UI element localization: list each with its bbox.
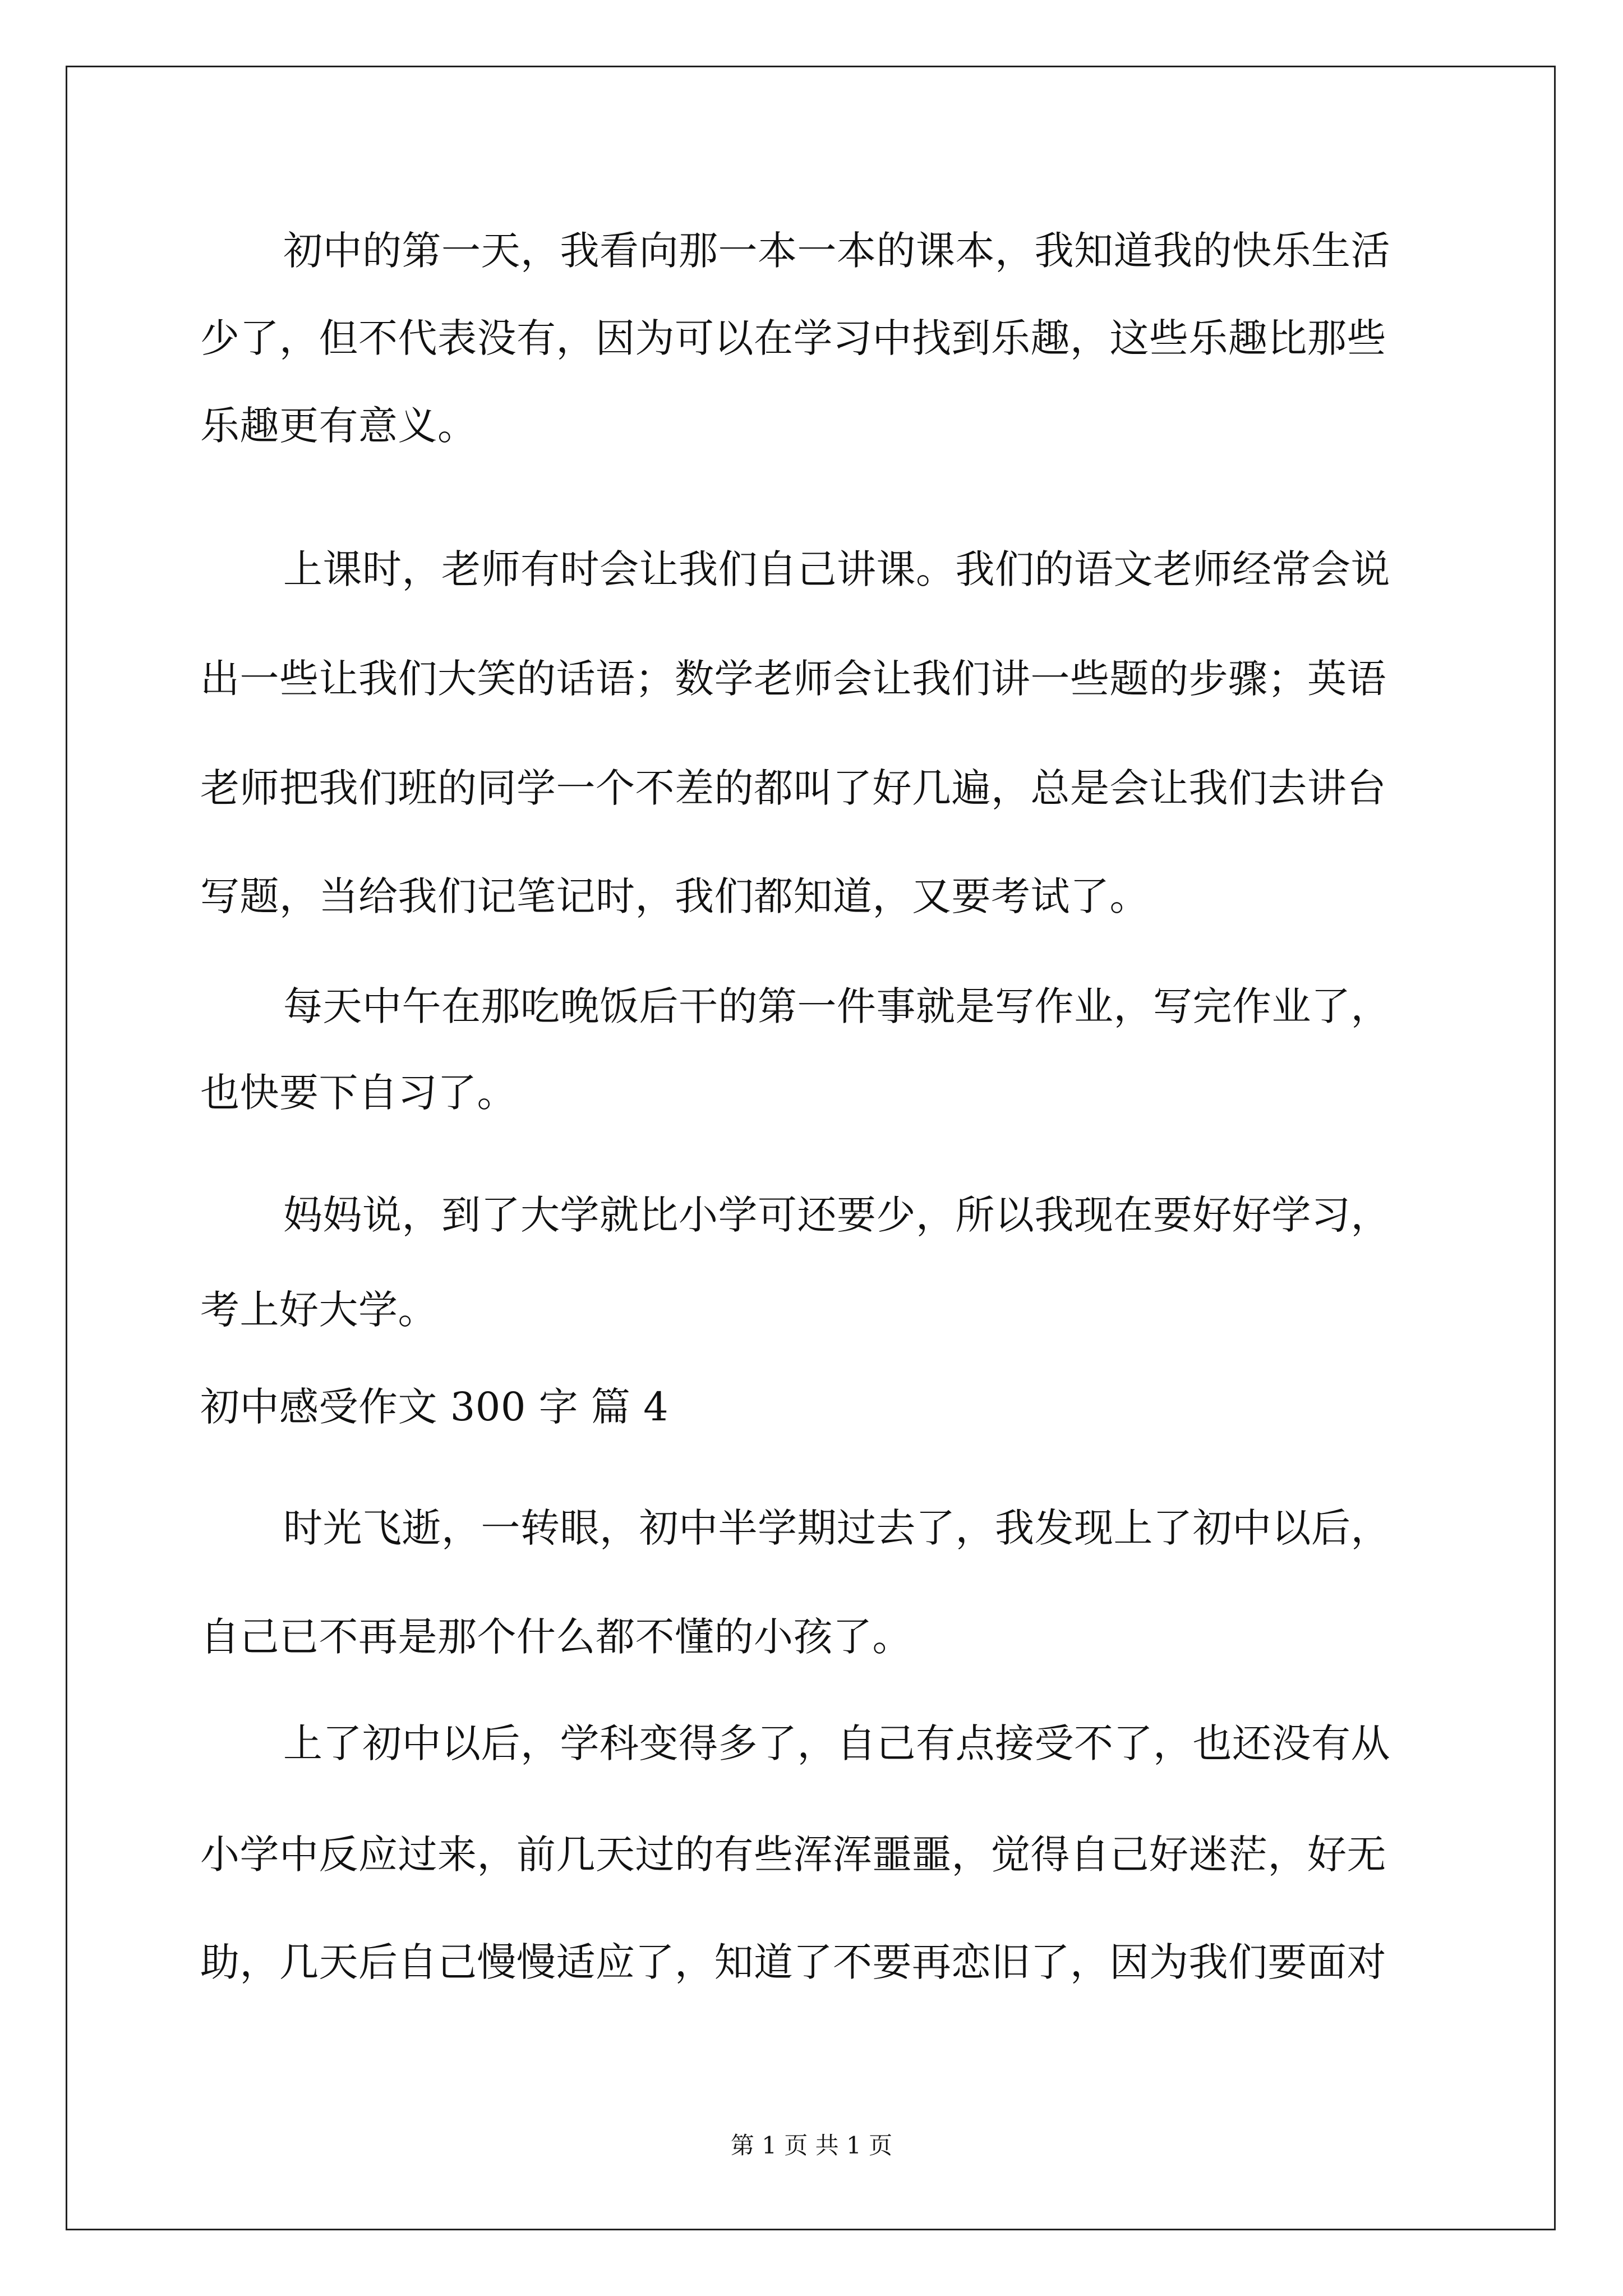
paragraph-line: 少了，但不代表没有，因为可以在学习中找到乐趣，这些乐趣比那些 — [200, 315, 1386, 361]
paragraph-line: 小学中反应过来，前几天过的有些浑浑噩噩，觉得自己好迷茫，好无 — [200, 1832, 1386, 1878]
paragraph-line: 也快要下自习了。 — [200, 1070, 517, 1116]
paragraph-line: 初中的第一天，我看向那一本一本的课本，我知道我的快乐生活 — [283, 228, 1390, 274]
paragraph-line: 写题，当给我们记笔记时，我们都知道，又要考试了。 — [200, 873, 1149, 919]
paragraph-line: 妈妈说，到了大学就比小学可还要少，所以我现在要好好学习， — [283, 1192, 1390, 1238]
paragraph-line: 自己已不再是那个什么都不懂的小孩了。 — [200, 1614, 912, 1660]
paragraph-line: 上了初中以后，学科变得多了，自己有点接受不了，也还没有从 — [283, 1720, 1390, 1766]
paragraph-line: 出一些让我们大笑的话语；数学老师会让我们讲一些题的步骤；英语 — [200, 656, 1386, 702]
paragraph-line: 每天中午在那吃晚饭后干的第一件事就是写作业，写完作业了， — [283, 983, 1390, 1029]
paragraph-line: 上课时，老师有时会让我们自己讲课。我们的语文老师经常会说 — [283, 546, 1390, 592]
section-heading: 初中感受作文 300 字 篇 4 — [200, 1384, 669, 1430]
paragraph-line: 助，几天后自己慢慢适应了，知道了不要再恋旧了，因为我们要面对 — [200, 1939, 1386, 1985]
paragraph-line: 时光飞逝，一转眼，初中半学期过去了，我发现上了初中以后， — [283, 1505, 1390, 1551]
paragraph-line: 老师把我们班的同学一个不差的都叫了好几遍，总是会让我们去讲台 — [200, 765, 1386, 811]
paragraph-line: 乐趣更有意义。 — [200, 403, 477, 449]
page-footer: 第 1 页 共 1 页 — [730, 2132, 893, 2159]
page-border — [66, 66, 1556, 2230]
paragraph-line: 考上好大学。 — [200, 1287, 437, 1333]
